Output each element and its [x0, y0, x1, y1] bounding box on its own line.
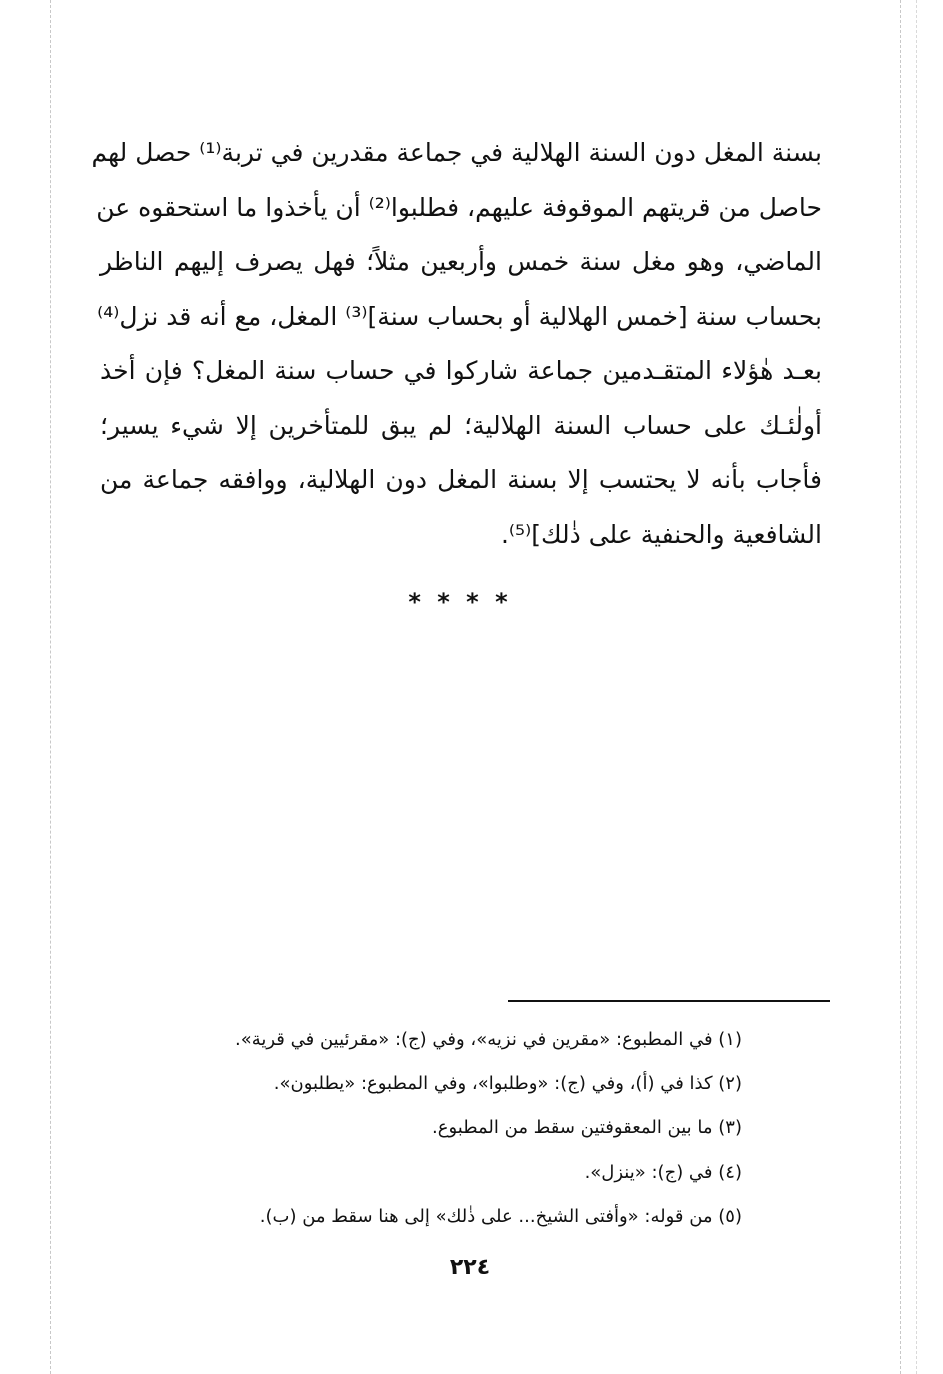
text-line: بحساب سنة [خمس الهلالية أو بحساب سنة]⁽³⁾ المغل، مع أنه قد نزل⁽⁴⁾ [97, 301, 822, 331]
footnote-3: (٣) ما بين المعقوفتين سقط من المطبوع. [432, 1117, 742, 1139]
scan-margin-guide-left [50, 0, 51, 1374]
text-line: بسنة المغل دون السنة الهلالية في جماعة مقدرين في تربة⁽¹⁾ حصل لهم [91, 138, 822, 167]
section-separator-stars: * * * * [408, 588, 512, 616]
scan-margin-guide-right-outer [916, 0, 917, 1374]
footnote-1: (١) في المطبوع: «مقرين في نزيه»، وفي (ج): «مقرئيين في قرية». [234, 1029, 742, 1050]
main-text-block [91, 126, 822, 562]
scan-margin-guide-right [900, 0, 901, 1374]
footnotes-block [150, 1018, 742, 1239]
text-line: حاصل من قريتهم الموقوفة عليهم، فطلبوا⁽²⁾ أن يأخذوا ما استحقوه عن [96, 192, 822, 222]
text-line: الشافعية والحنفية على ذٰلك]⁽⁵⁾. [500, 519, 822, 549]
text-line: أولٰئـك على حساب السنة الهلالية؛ لم يبق للمتأخرين إلا شيء يسير؛ [100, 410, 822, 440]
footnote-4: (٤) في (ج): «ينزل». [584, 1161, 742, 1183]
footnote-2: (٢) كذا في (أ)، وفي (ج): «وطلبوا»، وفي المطبوع: «يطلبون». [273, 1073, 742, 1095]
text-line: بعـد هٰؤلاء المتقـدمين جماعة شاركوا في حساب سنة المغل؟ فإن أخذ [100, 356, 822, 385]
footnote-divider [508, 1000, 830, 1002]
page-number: ٢٢٤ [449, 1255, 491, 1280]
text-line: الماضي، وهو مغل سنة خمس وأربعين مثلاً؛ فهل يصرف إليهم الناظر [100, 247, 822, 276]
text-line: فأجاب بأنه لا يحتسب إلا بسنة المغل دون الهلالية، ووافقه جماعة من [100, 465, 822, 494]
footnote-5: (٥) من قوله: «وأفتى الشيخ... على ذٰلك» إلى هنا سقط من (ب). [259, 1205, 742, 1227]
